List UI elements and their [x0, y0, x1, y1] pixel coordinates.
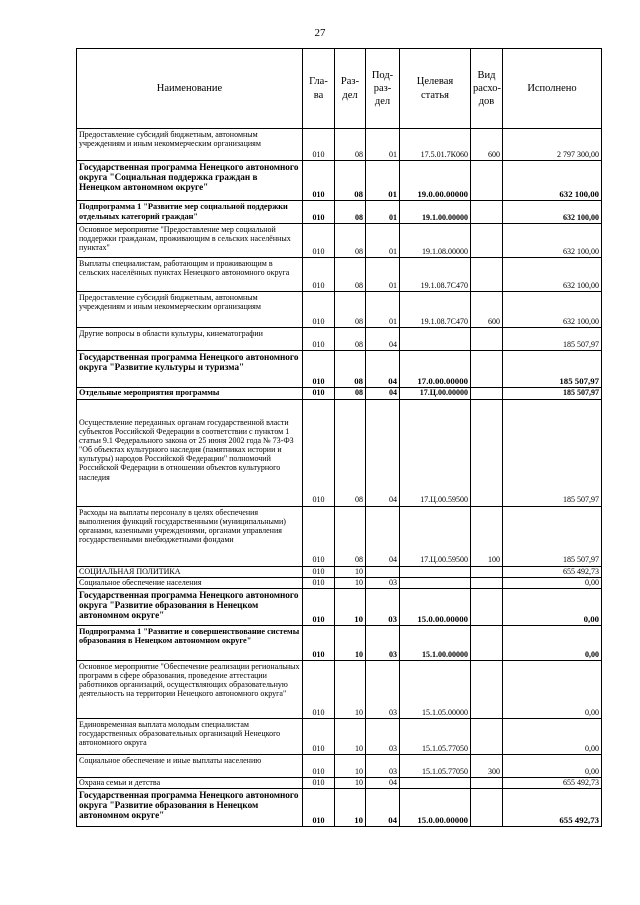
- row-vid: [471, 224, 503, 258]
- row-target: 15.0.00.00000: [400, 588, 471, 625]
- row-name: Государственная программа Ненецкого автономного округа "Развитие культуры и туризма": [77, 351, 303, 388]
- row-target: 19.1.08.00000: [400, 224, 471, 258]
- row-vid: [471, 789, 503, 827]
- row-executed: 185 507,97: [503, 399, 602, 506]
- row-podrazdel: 01: [366, 258, 400, 292]
- table-row: [77, 577, 602, 588]
- row-glava: 010: [303, 224, 335, 258]
- row-podrazdel: 01: [366, 129, 400, 161]
- row-target: 17.Ц.00.59500: [400, 399, 471, 506]
- row-vid: [471, 201, 503, 224]
- row-executed: 632 100,00: [503, 161, 602, 201]
- row-name: Основное мероприятие "Обеспечение реализации региональных программ в сфере образования, проведение аттестации работников организаций, осуществляющих образовательную деятельность на территории Ненецкого автономного округа": [77, 660, 303, 718]
- row-podrazdel: [366, 566, 400, 577]
- row-name: Основное мероприятие "Предоставление мер социальной поддержки гражданам, проживающим в сельских населённых пунктах": [77, 224, 303, 258]
- header-vid: Вид расхо- дов: [471, 49, 503, 129]
- row-podrazdel: 04: [366, 399, 400, 506]
- row-glava: 010: [303, 201, 335, 224]
- row-target: 15.1.00.00000: [400, 625, 471, 660]
- table-row: [77, 388, 602, 400]
- table-row: [77, 777, 602, 788]
- row-vid: [471, 399, 503, 506]
- row-podrazdel: 04: [366, 777, 400, 788]
- row-name: Подпрограмма 1 "Развитие и совершенствование системы образования в Ненецком автономном округе": [77, 625, 303, 660]
- row-podrazdel: 01: [366, 161, 400, 201]
- row-razdel: 08: [335, 388, 366, 400]
- row-executed: 632 100,00: [503, 224, 602, 258]
- row-razdel: 10: [335, 718, 366, 754]
- row-executed: 185 507,97: [503, 388, 602, 400]
- row-razdel: 10: [335, 789, 366, 827]
- row-podrazdel: 03: [366, 660, 400, 718]
- row-razdel: 10: [335, 660, 366, 718]
- row-executed: 0,00: [503, 625, 602, 660]
- table-row: [77, 789, 602, 827]
- row-target: [400, 577, 471, 588]
- row-name: Другие вопросы в области культуры, кинематографии: [77, 328, 303, 351]
- row-glava: 010: [303, 660, 335, 718]
- row-glava: 010: [303, 777, 335, 788]
- row-executed: 655 492,73: [503, 566, 602, 577]
- table-row: [77, 718, 602, 754]
- row-glava: 010: [303, 588, 335, 625]
- row-podrazdel: 03: [366, 625, 400, 660]
- row-podrazdel: 01: [366, 292, 400, 328]
- row-executed: 185 507,97: [503, 506, 602, 566]
- row-glava: 010: [303, 718, 335, 754]
- row-glava: 010: [303, 399, 335, 506]
- row-target: 17.Ц.00.00000: [400, 388, 471, 400]
- row-vid: [471, 566, 503, 577]
- row-target: 15.1.05.00000: [400, 660, 471, 718]
- row-razdel: 10: [335, 588, 366, 625]
- header-podrazdel: Под- раз- дел: [366, 49, 400, 129]
- row-executed: 2 797 300,00: [503, 129, 602, 161]
- row-razdel: 08: [335, 328, 366, 351]
- table-row: [77, 625, 602, 660]
- header-razdel: Раз- дел: [335, 49, 366, 129]
- row-podrazdel: 03: [366, 718, 400, 754]
- row-glava: 010: [303, 161, 335, 201]
- row-name: Государственная программа Ненецкого автономного округа "Развитие образования в Ненецком автономном округе": [77, 789, 303, 827]
- header-target: Целевая статья: [400, 49, 471, 129]
- row-target: 17.5.01.7К060: [400, 129, 471, 161]
- row-executed: 0,00: [503, 588, 602, 625]
- row-glava: 010: [303, 328, 335, 351]
- table-row: [77, 292, 602, 328]
- row-target: 19.1.00.00000: [400, 201, 471, 224]
- row-name: Социальное обеспечение и иные выплаты населению: [77, 754, 303, 777]
- header-glava: Гла- ва: [303, 49, 335, 129]
- row-podrazdel: 04: [366, 388, 400, 400]
- row-razdel: 08: [335, 351, 366, 388]
- row-target: 19.0.00.00000: [400, 161, 471, 201]
- header-name: Наименование: [77, 49, 303, 129]
- row-razdel: 08: [335, 292, 366, 328]
- row-glava: 010: [303, 789, 335, 827]
- row-name: Подпрограмма 1 "Развитие мер социальной поддержки отдельных категорий граждан": [77, 201, 303, 224]
- row-vid: [471, 577, 503, 588]
- row-executed: 0,00: [503, 660, 602, 718]
- row-razdel: 08: [335, 129, 366, 161]
- table-row: [77, 224, 602, 258]
- row-podrazdel: 04: [366, 506, 400, 566]
- row-name: СОЦИАЛЬНАЯ ПОЛИТИКА: [77, 566, 303, 577]
- table-row: [77, 351, 602, 388]
- row-podrazdel: 01: [366, 201, 400, 224]
- row-razdel: 08: [335, 258, 366, 292]
- row-podrazdel: 03: [366, 588, 400, 625]
- row-glava: 010: [303, 625, 335, 660]
- row-executed: 185 507,97: [503, 328, 602, 351]
- table-row: [77, 258, 602, 292]
- row-vid: [471, 625, 503, 660]
- row-razdel: 08: [335, 201, 366, 224]
- row-name: Государственная программа Ненецкого автономного округа "Социальная поддержка граждан в Ненецком автономном округе": [77, 161, 303, 201]
- row-vid: [471, 258, 503, 292]
- row-razdel: 10: [335, 625, 366, 660]
- row-vid: [471, 660, 503, 718]
- row-podrazdel: 03: [366, 754, 400, 777]
- expenditure-table: [76, 48, 602, 827]
- row-target: 19.1.08.7С470: [400, 292, 471, 328]
- table-row: [77, 161, 602, 201]
- row-name: Государственная программа Ненецкого автономного округа "Развитие образования в Ненецком автономном округе": [77, 588, 303, 625]
- row-vid: [471, 718, 503, 754]
- row-executed: 632 100,00: [503, 201, 602, 224]
- row-razdel: 08: [335, 506, 366, 566]
- row-name: Социальное обеспечение населения: [77, 577, 303, 588]
- row-executed: 0,00: [503, 577, 602, 588]
- table-row: [77, 129, 602, 161]
- row-name: Расходы на выплаты персоналу в целях обеспечения выполнения функций государственными (муниципальными) органами, казенными учреждениями, органами управления государственными внебюджетными фондами: [77, 506, 303, 566]
- row-executed: 185 507,97: [503, 351, 602, 388]
- row-name: Охрана семьи и детства: [77, 777, 303, 788]
- row-glava: 010: [303, 292, 335, 328]
- table-row: [77, 660, 602, 718]
- row-razdel: 08: [335, 224, 366, 258]
- row-vid: [471, 161, 503, 201]
- row-executed: 0,00: [503, 754, 602, 777]
- row-name: Предоставление субсидий бюджетным, автономным учреждениям и иным некоммерческим организациям: [77, 292, 303, 328]
- row-glava: 010: [303, 129, 335, 161]
- row-glava: 010: [303, 258, 335, 292]
- row-executed: 632 100,00: [503, 292, 602, 328]
- row-glava: 010: [303, 506, 335, 566]
- row-target: 15.0.00.00000: [400, 789, 471, 827]
- table-row: [77, 506, 602, 566]
- row-podrazdel: 03: [366, 577, 400, 588]
- row-vid: [471, 328, 503, 351]
- row-name: Единовременная выплата молодым специалистам государственных образовательных организаций Ненецкого автономного округа: [77, 718, 303, 754]
- row-vid: 100: [471, 506, 503, 566]
- row-razdel: 10: [335, 754, 366, 777]
- row-target: [400, 328, 471, 351]
- row-target: 15.1.05.77050: [400, 754, 471, 777]
- row-podrazdel: 04: [366, 328, 400, 351]
- row-name: Осуществление переданных органам государственной власти субъектов Российской Федерации в соответствии с пунктом 1 статьи 9.1 Федерального закона от 25 июня 2002 года № 73-ФЗ "Об объектах культурного наследия (памятниках истории и культуры) народов Российской Федерации" полномочий Российской Федерации в отношении объектов культурного наследия: [77, 399, 303, 506]
- row-podrazdel: 01: [366, 224, 400, 258]
- row-executed: 655 492,73: [503, 777, 602, 788]
- row-glava: 010: [303, 754, 335, 777]
- row-target: 15.1.05.77050: [400, 718, 471, 754]
- row-glava: 010: [303, 566, 335, 577]
- table-row: [77, 754, 602, 777]
- row-target: [400, 777, 471, 788]
- table-row: [77, 328, 602, 351]
- table-row: [77, 201, 602, 224]
- row-vid: 600: [471, 292, 503, 328]
- row-name: Предоставление субсидий бюджетным, автономным учреждениям и иным некоммерческим организациям: [77, 129, 303, 161]
- row-glava: 010: [303, 351, 335, 388]
- row-executed: 632 100,00: [503, 258, 602, 292]
- row-vid: [471, 588, 503, 625]
- page-number: 27: [314, 27, 326, 39]
- row-vid: [471, 351, 503, 388]
- row-target: 17.0.00.00000: [400, 351, 471, 388]
- row-razdel: 10: [335, 566, 366, 577]
- table-row: [77, 399, 602, 506]
- table-row: [77, 588, 602, 625]
- row-name: Выплаты специалистам, работающим и проживающим в сельских населённых пунктах Ненецкого автономного округа: [77, 258, 303, 292]
- row-vid: 600: [471, 129, 503, 161]
- row-vid: 300: [471, 754, 503, 777]
- row-vid: [471, 777, 503, 788]
- table-row: [77, 566, 602, 577]
- row-razdel: 10: [335, 577, 366, 588]
- row-podrazdel: 04: [366, 351, 400, 388]
- row-vid: [471, 388, 503, 400]
- header-executed: Исполнено: [503, 49, 602, 129]
- row-target: 19.1.08.7С470: [400, 258, 471, 292]
- row-executed: 655 492,73: [503, 789, 602, 827]
- row-glava: 010: [303, 577, 335, 588]
- row-razdel: 08: [335, 161, 366, 201]
- row-razdel: 08: [335, 399, 366, 506]
- row-target: [400, 566, 471, 577]
- row-executed: 0,00: [503, 718, 602, 754]
- row-glava: 010: [303, 388, 335, 400]
- row-target: 17.Ц.00.59500: [400, 506, 471, 566]
- row-razdel: 10: [335, 777, 366, 788]
- row-name: Отдельные мероприятия программы: [77, 388, 303, 400]
- row-podrazdel: 04: [366, 789, 400, 827]
